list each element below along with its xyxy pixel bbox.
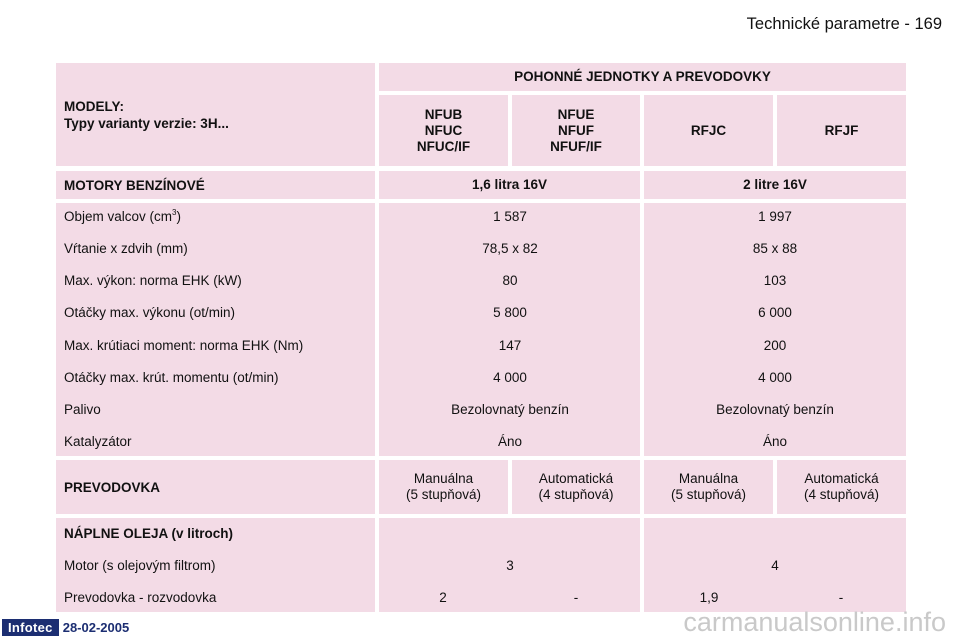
spec-a-torque: 147: [498, 338, 522, 353]
spec-b-catalyst: Áno: [762, 434, 788, 449]
oil-motor-label: Motor (s olejovým filtrom): [64, 558, 216, 573]
gearbox-type-2-line1: Automatická: [538, 471, 614, 486]
model-col-2: [512, 95, 640, 166]
model-col-2-line2: NFUF: [558, 122, 594, 138]
spec-label-bore-stroke: Vŕtanie x zdvih (mm): [64, 241, 188, 256]
spec-a-displacement: 1 587: [493, 209, 527, 224]
spec-a-power-rpm: 5 800: [493, 305, 527, 320]
spec-b-power: 103: [763, 273, 787, 288]
model-col-4: RFJF: [777, 95, 906, 166]
gearbox-type-1-line1: Manuálna: [413, 471, 474, 486]
spec-b-fuel: Bezolovnatý benzín: [716, 402, 834, 417]
spec-label-fuel: Palivo: [64, 402, 101, 417]
model-col-2-line1: NFUE: [557, 106, 595, 122]
group-header: POHONNÉ JEDNOTKY A PREVODOVKY: [379, 63, 906, 91]
engine-b-header: 2 litre 16V: [644, 171, 906, 199]
spec-b-bore-stroke: 85 x 88: [752, 241, 798, 256]
oil-gearbox-3: 1,9: [699, 590, 719, 605]
engine-a-header: 1,6 litra 16V: [379, 171, 640, 199]
spec-b-torque-rpm: 4 000: [758, 370, 792, 385]
oil-motor-b: 4: [771, 558, 779, 573]
spec-a-fuel: Bezolovnatý benzín: [451, 402, 569, 417]
spec-label-displacement: Objem valcov $(cm^3)$: [64, 208, 181, 224]
engines-label: MOTORY BENZÍNOVÉ: [56, 171, 375, 199]
gearbox-type-1-line2: (5 stupňová): [405, 487, 482, 502]
model-col-3: RFJC: [644, 95, 773, 166]
spec-label-catalyst: Katalyzátor: [64, 434, 132, 449]
gearbox-type-3-line1: Manuálna: [678, 471, 739, 486]
spec-b-power-rpm: 6 000: [758, 305, 792, 320]
oil-gearbox-2: -: [573, 590, 579, 605]
model-col-1-line3: NFUC/IF: [416, 138, 471, 154]
gearbox-type-4: [777, 460, 906, 514]
spec-label-torque-rpm: Otáčky max. krút. momentu (ot/min): [64, 370, 279, 385]
model-col-2-line3: NFUF/IF: [550, 138, 602, 154]
model-col-1: [379, 95, 508, 166]
infotec-logo: Infotec: [2, 619, 59, 636]
spec-label-power: Max. výkon: norma EHK (kW): [64, 273, 242, 288]
gearbox-type-1: [379, 460, 508, 514]
spec-b-displacement: 1 997: [758, 209, 792, 224]
gearbox-type-4-line2: (4 stupňová): [803, 487, 880, 502]
spec-a-bore-stroke: 78,5 x 82: [482, 241, 538, 256]
footer-left: [2, 617, 129, 637]
models-label: [56, 63, 375, 166]
spec-a-power: 80: [502, 273, 518, 288]
models-label-line1: MODELY:: [64, 98, 125, 114]
model-col-1-line2: NFUC: [424, 122, 463, 138]
oil-label: NÁPLNE OLEJA (v litroch): [64, 526, 234, 541]
watermark: carmanualsonline.info: [683, 607, 946, 637]
footer-date: 28-02-2005: [62, 619, 130, 635]
gearbox-type-2: [512, 460, 640, 514]
gearbox-type-4-line1: Automatická: [804, 471, 879, 486]
spec-label-power-rpm: Otáčky max. výkonu (ot/min): [64, 305, 236, 320]
gearbox-type-3: [644, 460, 773, 514]
gearbox-type-2-line2: (4 stupňová): [538, 487, 614, 502]
page-header: Technické parametre - 169: [746, 15, 942, 33]
spec-label-torque: Max. krútiaci moment: norma EHK (Nm): [64, 338, 304, 353]
gearbox-label: PREVODOVKA: [56, 460, 375, 514]
spec-b-torque: 200: [763, 338, 787, 353]
model-col-1-line1: NFUB: [424, 106, 463, 122]
spec-a-catalyst: Áno: [497, 434, 523, 449]
oil-gearbox-label: Prevodovka - rozvodovka: [64, 590, 217, 605]
oil-gearbox-4: -: [838, 590, 844, 605]
oil-gearbox-1: 2: [439, 590, 447, 605]
spec-a-torque-rpm: 4 000: [493, 370, 527, 385]
models-label-line2: Typy varianty verzie: 3H...: [64, 115, 229, 131]
gearbox-type-3-line2: (5 stupňová): [670, 487, 747, 502]
oil-motor-a: 3: [506, 558, 514, 573]
